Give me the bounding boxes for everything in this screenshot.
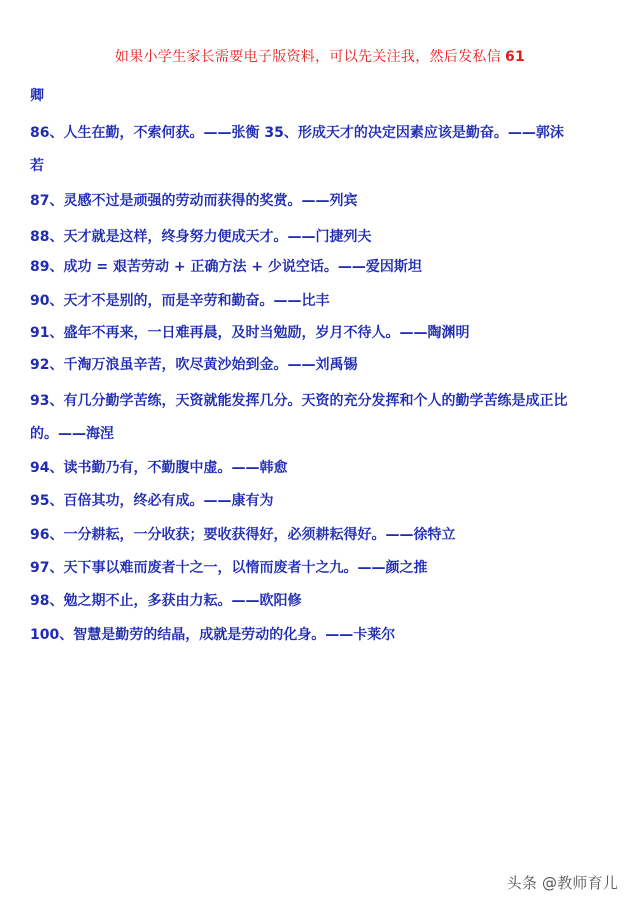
- quote-88: 88、天才就是这样，终身努力便成天才。——门捷列夫: [30, 229, 372, 245]
- page-number: 61: [505, 49, 526, 65]
- quote-97: 97、天下事以难而废者十之一，以惰而废者十之九。——颜之推: [30, 560, 428, 576]
- quote-93-line-1: 93、有几分勤学苦练，天资就能发挥几分。天资的充分发挥和个人的勤学苦练是成正比: [30, 393, 568, 409]
- quote-86-line-2: 若: [30, 158, 44, 174]
- quote-87: 87、灵感不过是顽强的劳动而获得的奖赏。——列宾: [30, 193, 358, 209]
- quote-95: 95、百倍其功，终必有成。——康有为: [30, 493, 274, 509]
- header-text: 如果小学生家长需要电子版资料，可以先关注我，然后发私信: [114, 49, 501, 65]
- quote-86-line-1: 86、人生在勤，不索何获。——张衡 35、形成天才的决定因素应该是勤奋。——郭沫: [30, 125, 564, 141]
- quote-100: 100、智慧是勤劳的结晶，成就是劳动的化身。——卡莱尔: [30, 627, 396, 643]
- quote-90: 90、天才不是别的，而是辛劳和勤奋。——比丰: [30, 293, 330, 309]
- quote-92: 92、千淘万浪虽辛苦，吹尽黄沙始到金。——刘禹锡: [30, 357, 358, 373]
- quote-96: 96、一分耕耘，一分收获；要收获得好，必须耕耘得好。——徐特立: [30, 527, 456, 543]
- quote-98: 98、勉之期不止，多获由力耘。——欧阳修: [30, 593, 302, 609]
- continued-line: 卿: [30, 88, 44, 104]
- quote-94: 94、读书勤乃有，不勤腹中虚。——韩愈: [30, 460, 288, 476]
- quote-91: 91、盛年不再来，一日难再晨，及时当勉励，岁月不待人。——陶渊明: [30, 325, 470, 341]
- quote-93-line-2: 的。——海涅: [30, 426, 114, 442]
- header-notice: [0, 46, 640, 66]
- quote-89: 89、成功 = 艰苦劳动 + 正确方法 + 少说空话。——爱因斯坦: [30, 259, 422, 275]
- watermark: 头条 @教师育儿: [506, 874, 618, 892]
